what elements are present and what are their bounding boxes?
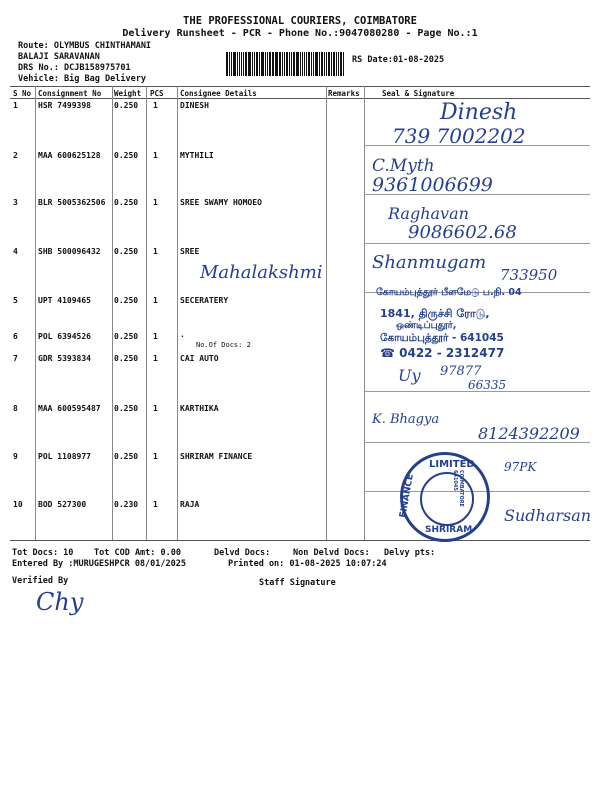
row-8-receiver-phone: 8124392209: [478, 424, 580, 443]
col-divider: [146, 86, 147, 540]
col-divider: [326, 86, 327, 540]
row-5-weight: 0.250: [114, 296, 139, 305]
row-10-consignee: RAJA: [180, 500, 200, 509]
row-8-consignee: KARTHIKA: [180, 404, 219, 413]
row-4-receiver-signature: Shanmugam: [372, 252, 487, 273]
verified-by-label: Verified By: [12, 576, 69, 586]
stamp-line-1: கோயம்புத்தூர் பீளமேடு ப.நி. 04: [376, 287, 522, 298]
row-2-receiver-name: C.Myth: [372, 156, 435, 176]
row-1-sno: 1: [13, 101, 18, 110]
delivered-docs: Delvd Docs:: [214, 548, 271, 558]
row-1-weight: 0.250: [114, 101, 139, 110]
row-3-pcs: 1: [153, 198, 158, 207]
stamp-line-3: ஒண்டிப்புதூர்,: [396, 320, 457, 331]
seal-inner-ring: [420, 472, 474, 526]
row-3-consignee: SREE SWAMY HOMOEO: [180, 198, 262, 207]
row-7-receiver-phone-1: 97877: [440, 364, 482, 379]
row-1-consignee: DINESH: [180, 101, 209, 110]
company-title: THE PROFESSIONAL COURIERS, COIMBATORE: [183, 15, 417, 27]
row-4-pcs: 1: [153, 247, 158, 256]
row-6-docs-note: No.Of Docs: 2: [196, 341, 251, 349]
stamp-phone: ☎ 0422 - 2312477: [380, 346, 505, 360]
row-3-receiver-phone: 9086602.68: [408, 222, 517, 243]
table-top-rule: [10, 86, 590, 87]
row-1-receiver-phone: 739 7002202: [392, 124, 526, 148]
rs-date: RS Date:01-08-2025: [352, 55, 445, 65]
col-divider: [35, 86, 36, 540]
verifier-signature: Chy: [36, 588, 84, 616]
row-10-pcs: 1: [153, 500, 158, 509]
row-2-sno: 2: [13, 151, 18, 160]
stamp-line-2: 1841, திருச்சி ரோடு,: [380, 307, 490, 320]
seal-text-top: LIMITED: [429, 459, 475, 470]
seal-text-bottom: SHRIRAM: [425, 525, 473, 535]
row-1-receiver-name: Dinesh: [440, 100, 518, 125]
row-1-pcs: 1: [153, 101, 158, 110]
row-6-consignment: POL 6394526: [38, 332, 91, 341]
row-4-receiver-phone: 733950: [500, 266, 558, 284]
row-rule: [364, 243, 590, 244]
route-label: Route: OLYMBUS CHINTHAMANI: [18, 41, 152, 51]
col-weight: Weight: [114, 89, 142, 98]
row-4-consignment: SHB 500096432: [38, 247, 101, 256]
printed-on: Printed on: 01-08-2025 10:07:24: [228, 559, 387, 569]
row-4-receiver-name: Mahalakshmi: [200, 262, 323, 283]
row-7-receiver-phone-2: 66335: [468, 378, 507, 392]
delivery-points: Delvy pts:: [384, 548, 436, 558]
row-6-consignee: .: [180, 330, 185, 339]
row-6-weight: 0.250: [114, 332, 139, 341]
runsheet-subtitle: Delivery Runsheet - PCR - Phone No.:9047080280 - Page No.:1: [122, 28, 478, 39]
col-seal: Seal & Signature: [382, 89, 455, 98]
row-9-annotation: 97PK: [504, 460, 537, 474]
row-10-sno: 10: [13, 500, 23, 509]
col-pcs: PCS: [150, 89, 164, 98]
stamp-line-4: கோயம்புத்தூர் - 641045: [380, 332, 504, 344]
entered-by: Entered By :MURUGESHPCR 08/01/2025: [12, 559, 186, 569]
row-2-consignment: MAA 600625128: [38, 151, 101, 160]
row-5-pcs: 1: [153, 296, 158, 305]
row-2-consignee: MYTHILI: [180, 151, 214, 160]
row-6-pcs: 1: [153, 332, 158, 341]
staff-signature-label: Staff Signature: [259, 578, 336, 588]
col-divider: [112, 86, 113, 540]
total-cod-amount: Tot COD Amt: 0.00: [94, 548, 181, 558]
row-8-pcs: 1: [153, 404, 158, 413]
row-2-pcs: 1: [153, 151, 158, 160]
col-sno: S No: [13, 89, 32, 98]
row-5-consignee: SECERATERY: [180, 296, 229, 305]
row-8-weight: 0.250: [114, 404, 139, 413]
row-9-pcs: 1: [153, 452, 158, 461]
row-7-sno: 7: [13, 354, 18, 363]
row-7-consignment: GDR 5393834: [38, 354, 91, 363]
company-seal: [400, 452, 490, 542]
seal-text-center: COIMBATORE 641045: [452, 470, 464, 507]
staff-name: BALAJI SARAVANAN: [18, 52, 100, 62]
row-5-consignment: UPT 4109465: [38, 296, 91, 305]
table-bottom-rule: [10, 540, 590, 541]
seal-text-left: FINANCE: [398, 473, 416, 519]
row-4-weight: 0.250: [114, 247, 139, 256]
row-1-consignment: HSR 7499398: [38, 101, 91, 110]
row-7-weight: 0.250: [114, 354, 139, 363]
col-consignment: Consignment No: [38, 89, 102, 98]
col-divider: [177, 86, 178, 540]
row-9-consignment: POL 1108977: [38, 452, 91, 461]
total-docs: Tot Docs: 10: [12, 548, 74, 558]
row-5-sno: 5: [13, 296, 18, 305]
drs-number: DRS No.: DCJB158975701: [18, 63, 131, 73]
row-8-sno: 8: [13, 404, 18, 413]
col-remarks: Remarks: [328, 89, 360, 98]
vehicle-label: Vehicle: Big Bag Delivery: [18, 74, 146, 84]
row-3-sno: 3: [13, 198, 18, 207]
row-9-weight: 0.250: [114, 452, 139, 461]
row-3-weight: 0.250: [114, 198, 139, 207]
row-7-consignee: CAI AUTO: [180, 354, 219, 363]
row-4-sno: 4: [13, 247, 18, 256]
col-consignee: Consignee Details: [180, 89, 257, 98]
row-9-consignee: SHRIRAM FINANCE: [180, 452, 253, 461]
non-delivered-docs: Non Delvd Docs:: [293, 548, 370, 558]
row-8-receiver-name: K. Bhagya: [372, 412, 440, 427]
row-10-weight: 0.230: [114, 500, 139, 509]
col-divider: [364, 86, 365, 540]
drs-barcode: [226, 52, 344, 76]
row-7-receiver-signature: Uy: [398, 366, 421, 385]
row-2-receiver-phone: 9361006699: [372, 174, 493, 196]
row-10-receiver-signature: Sudharsan: [504, 506, 592, 525]
row-3-receiver-name: Raghavan: [388, 204, 469, 223]
row-4-consignee: SREE: [180, 247, 200, 256]
row-7-pcs: 1: [153, 354, 158, 363]
row-6-sno: 6: [13, 332, 18, 341]
table-header-rule: [10, 98, 590, 99]
row-2-weight: 0.250: [114, 151, 139, 160]
row-10-consignment: BOD 527300: [38, 500, 87, 509]
row-3-consignment: BLR 5005362506: [38, 198, 106, 207]
row-9-sno: 9: [13, 452, 18, 461]
row-8-consignment: MAA 600595487: [38, 404, 101, 413]
